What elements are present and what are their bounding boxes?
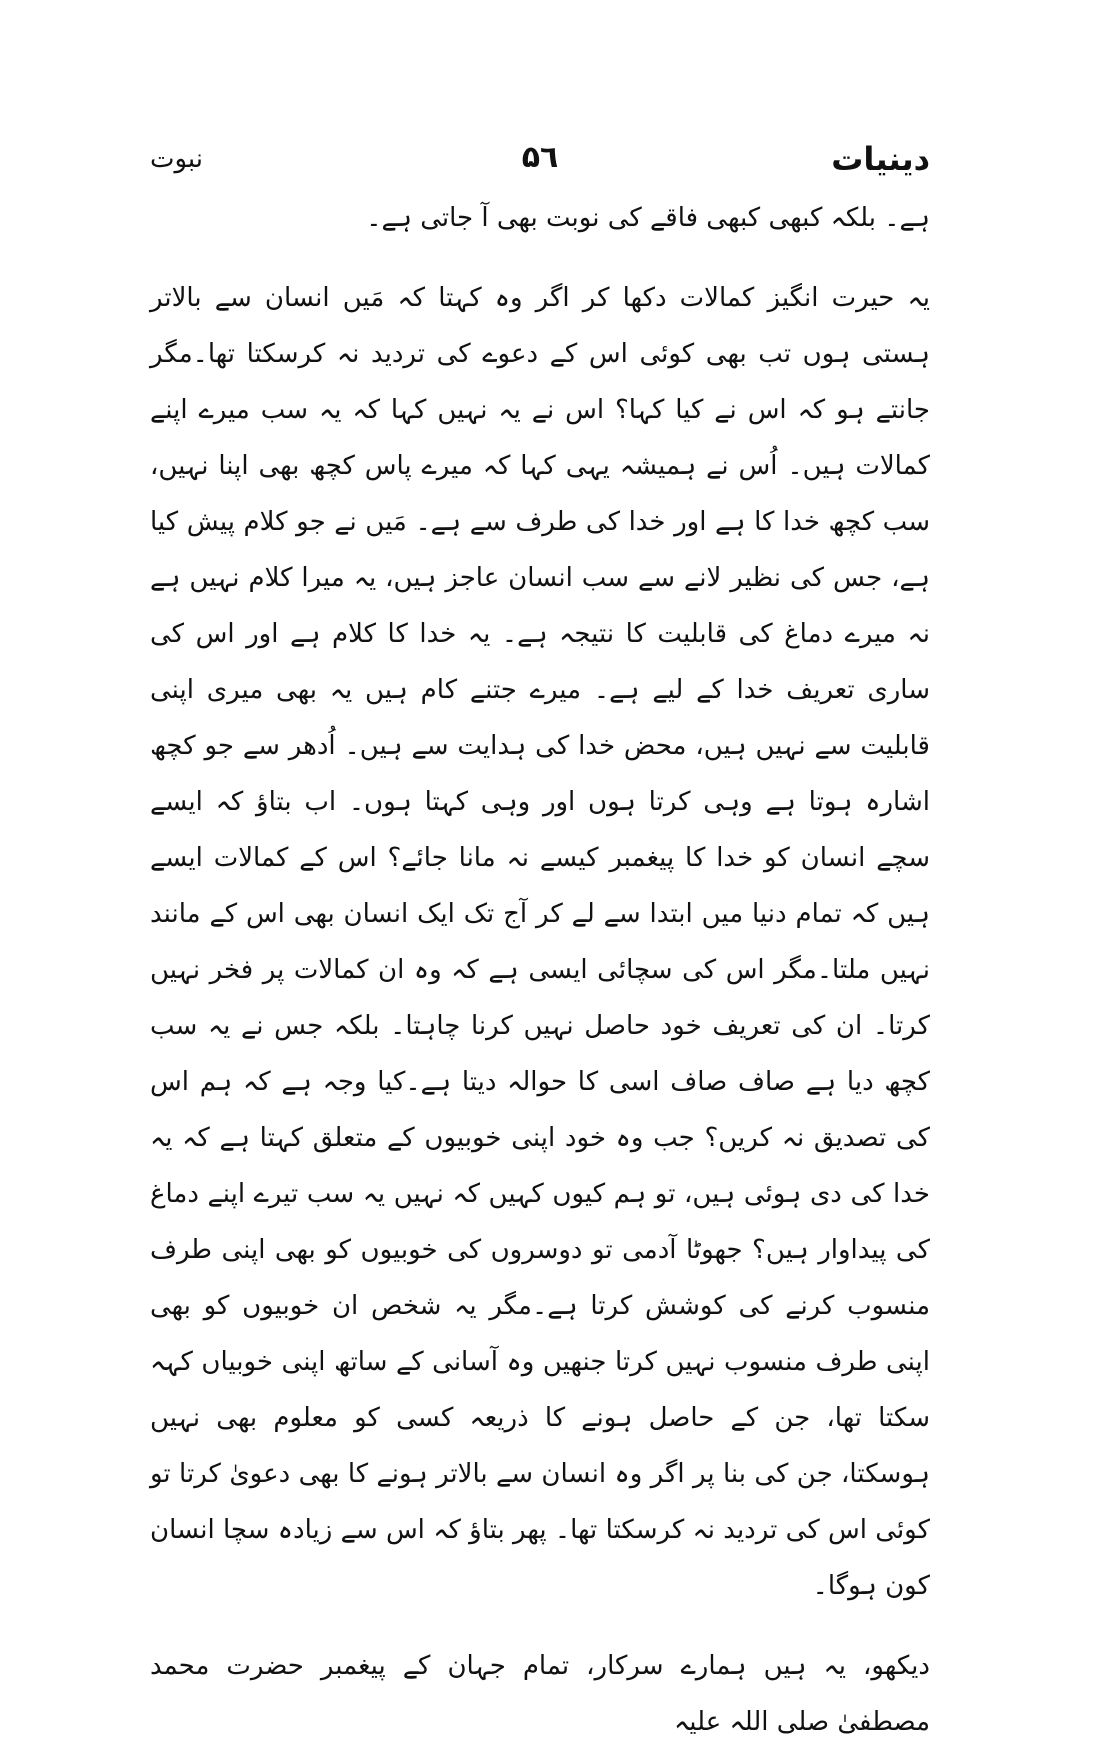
- book-title: دینیات: [831, 140, 930, 178]
- chapter-title: نبوت: [150, 144, 203, 174]
- paragraph-final: دیکھو، یہ ہیں ہمارے سرکار، تمام جہان کے پیغمبر حضرت محمد مصطفیٰ صلی اللہ علیہ: [150, 1651, 930, 1737]
- page-body: [150, 190, 930, 1750]
- page-header: [150, 140, 930, 190]
- page-number: ۵٦: [521, 140, 559, 175]
- paragraph-main: یہ حیرت انگیز کمالات دکھا کر اگر وہ کہتا کہ مَیں انسان سے بالاتر ہستی ہوں تب بھی کوئی اس کے دعوے کی تردید نہ کرسکتا تھا۔مگر جانتے ہو کہ اس نے کیا کہا؟ اس نے یہ نہیں کہا کہ یہ سب میرے اپنے کمالات ہیں۔ اُس نے ہمیشہ یہی کہا کہ میرے پاس کچھ بھی اپنا نہیں، سب کچھ خدا کا ہے اور خدا کی طرف سے ہے۔ مَیں نے جو کلام پیش کیا ہے، جس کی نظیر لانے سے سب انسان عاجز ہیں، یہ میرا کلام نہیں ہے نہ میرے دماغ کی قابلیت کا نتیجہ ہے۔ یہ خدا کا کلام ہے اور اس کی ساری تعریف خدا کے لیے ہے۔ میرے جتنے کام ہیں یہ بھی میری اپنی قابلیت سے نہیں ہیں، محض خدا کی ہدایت سے ہیں۔ اُدھر سے جو کچھ اشارہ ہوتا ہے وہی کرتا ہوں اور وہی کہتا ہوں۔ اب بتاؤ کہ ایسے سچے انسان کو خدا کا پیغمبر کیسے نہ مانا جائے؟ اس کے کمالات ایسے ہیں کہ تمام دنیا میں ابتدا سے لے کر آج تک ایک انسان بھی اس کے مانند نہیں ملتا۔مگر اس کی سچائی ایسی ہے کہ وہ ان کمالات پر فخر نہیں کرتا۔ ان کی تعریف خود حاصل نہیں کرنا چاہتا۔ بلکہ جس نے یہ سب کچھ دیا ہے صاف صاف اسی کا حوالہ دیتا ہے۔کیا وجہ ہے کہ ہم اس کی تصدیق نہ کریں؟ جب وہ خود اپنی خوبیوں کے متعلق کہتا ہے کہ یہ خدا کی دی ہوئی ہیں، تو ہم کیوں کہیں کہ نہیں یہ سب تیرے اپنے دماغ کی پیداوار ہیں؟ جھوٹا آدمی تو دوسروں کی خوبیوں کو بھی اپنی طرف منسوب کرنے کی کوشش کرتا ہے۔مگر یہ شخص ان خوبیوں کو بھی اپنی طرف منسوب نہیں کرتا جنھیں وہ آسانی کے ساتھ اپنی خوبیاں کہہ سکتا تھا، جن کے حاصل ہونے کا ذریعہ کسی کو معلوم بھی نہیں ہوسکتا، جن کی بنا پر اگر وہ انسان سے بالاتر ہونے کا بھی دعویٰ کرتا تو کوئی اس کی تردید نہ کرسکتا تھا۔ پھر بتاؤ کہ اس سے زیادہ سچا انسان کون ہوگا۔: [150, 283, 930, 1601]
- paragraph-continuation: ہے۔ بلکہ کبھی کبھی فاقے کی نوبت بھی آ جاتی ہے۔: [366, 203, 930, 233]
